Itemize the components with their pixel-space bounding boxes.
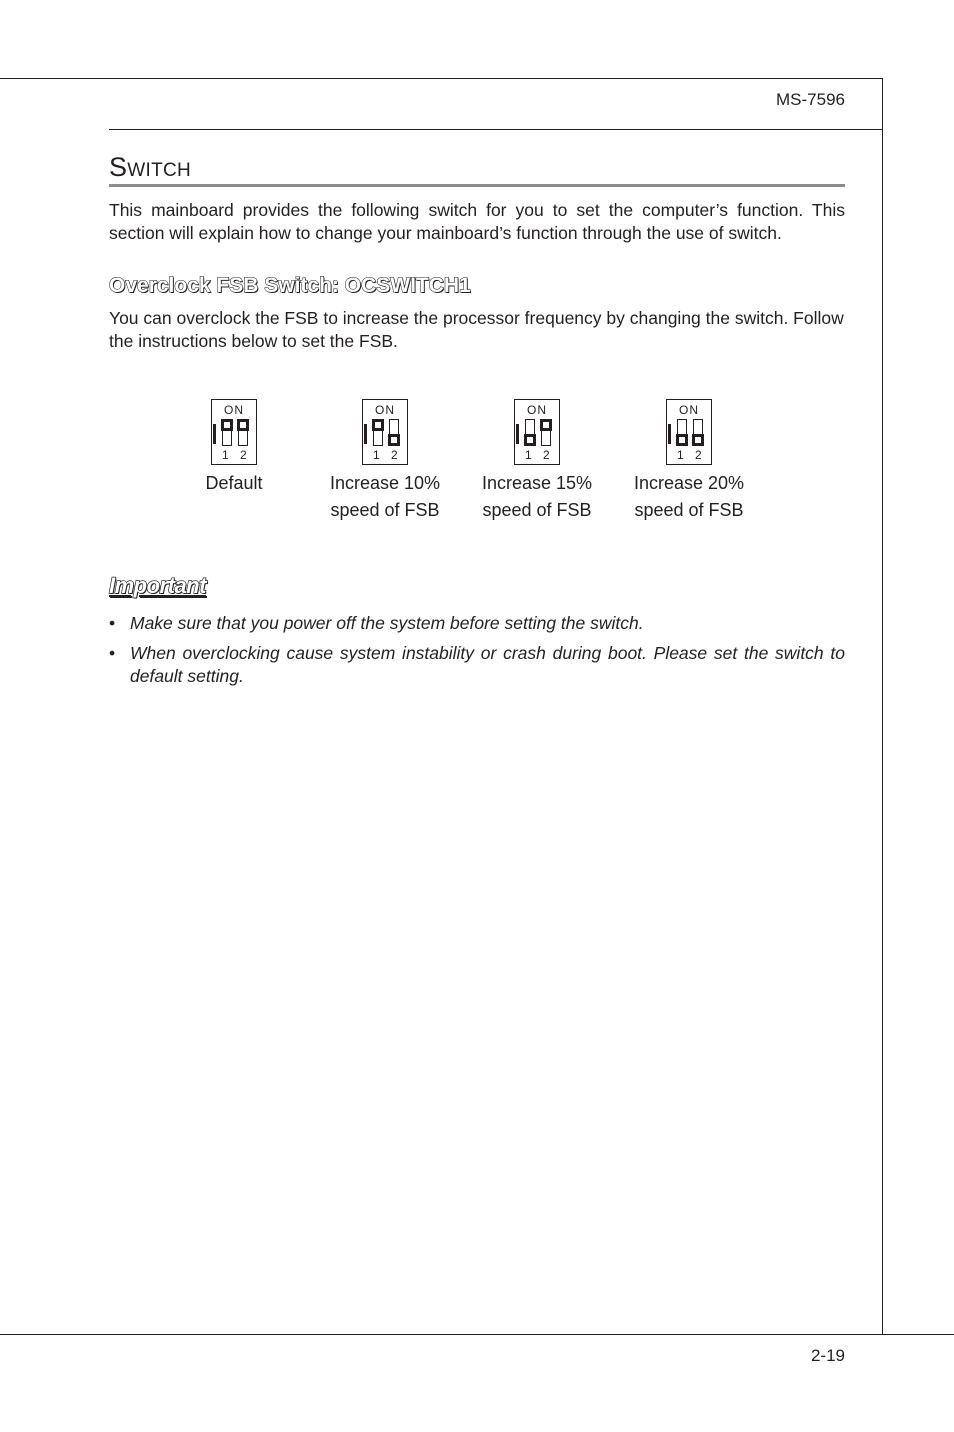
page-number: 2-19 [810,1346,845,1365]
bottom-rule [0,1334,954,1335]
dip-switch-diagram [514,399,560,465]
model-number: MS-7596 [776,90,845,109]
switch-tab [364,424,367,444]
switch-on-label: ON [224,403,244,417]
header-rule [109,129,883,130]
switch-number-1: 1 [677,448,684,462]
switch-slot-1 [525,419,535,446]
right-rule [882,78,883,1335]
section-intro: This mainboard provides the following switch for you to set the computer’s function. This section will explain how to change your mainboard’s function through the use of switch. [109,200,845,243]
switch-knob-2 [540,419,552,431]
switch-number-2: 2 [391,448,398,462]
bullet-icon: • [109,643,116,663]
switch-caption [315,470,455,524]
switch-knob-1 [676,434,688,446]
switch-knob-1 [221,419,233,431]
section-title: Switch [109,150,845,187]
switch-tab [516,424,519,444]
switch-number-1: 1 [373,448,380,462]
switch-increase-15 [467,399,607,524]
switch-number-2: 2 [695,448,702,462]
caption-line-2: speed of FSB [634,500,744,520]
dip-switch-diagram [211,399,257,465]
switch-slot-1 [677,419,687,446]
top-rule [0,78,883,79]
switch-slot-2 [541,419,551,446]
caption-line-1: Increase 20% [633,473,745,493]
switch-increase-10 [315,399,455,524]
switch-default [164,399,304,497]
switch-slot-2 [389,419,399,446]
switch-tab [668,424,671,444]
list-item-text: Make sure that you power off the system before setting the switch. [130,613,644,633]
caption-line-1: Default [205,473,263,493]
switch-on-label: ON [375,403,395,417]
caption-line-1: Increase 10% [329,473,441,493]
subsection-text: You can overclock the FSB to increase the processor frequency by changing the switch. Follow the instructions below to set the FSB. [109,308,844,351]
switch-tab [213,424,216,444]
list-item [109,642,845,688]
important-list [109,612,845,695]
important-heading: Important [109,573,206,598]
caption-line-1: Increase 15% [481,473,593,493]
dip-switch-diagram [362,399,408,465]
switch-number-2: 2 [543,448,550,462]
switch-number-1: 1 [525,448,532,462]
switch-knob-2 [237,419,249,431]
switch-on-label: ON [679,403,699,417]
switch-caption [467,470,607,524]
list-item [109,612,845,635]
switch-knob-1 [372,419,384,431]
switch-knob-2 [388,434,400,446]
switch-number-1: 1 [222,448,229,462]
switch-slot-1 [222,419,232,446]
switch-slot-2 [238,419,248,446]
subsection-title: Overclock FSB Switch: OCSWITCH1 [109,274,471,297]
caption-line-2: speed of FSB [330,500,440,520]
switch-caption [164,470,304,497]
switch-knob-1 [524,434,536,446]
switch-knob-2 [692,434,704,446]
switch-increase-20 [619,399,759,524]
dip-switch-diagram [666,399,712,465]
switch-caption [619,470,759,524]
switch-on-label: ON [527,403,547,417]
caption-line-2: speed of FSB [482,500,592,520]
bullet-icon: • [109,613,116,633]
switch-slot-2 [693,419,703,446]
switch-slot-1 [373,419,383,446]
switch-number-2: 2 [240,448,247,462]
list-item-text: When overclocking cause system instability or crash during boot. Please set the switch to default setting. [130,643,845,686]
